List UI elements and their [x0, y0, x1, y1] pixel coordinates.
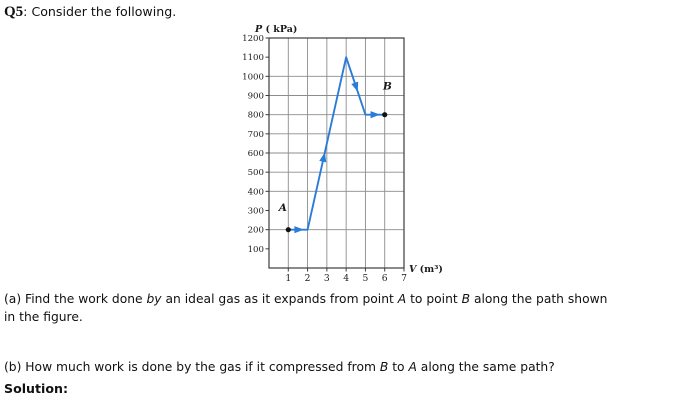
y-tick-label: 700 [247, 129, 264, 140]
question-a-text: to point [406, 292, 462, 306]
solution-label: Solution: [4, 381, 68, 396]
question-b [4, 359, 672, 377]
y-tick-label: 400 [247, 187, 264, 198]
point-marker-A [286, 227, 291, 232]
question-a-emphasis-by: by [146, 292, 162, 306]
x-axis-label: V (m³) [409, 264, 443, 275]
point-label-B: B [382, 80, 392, 93]
question-a [4, 291, 672, 326]
question-b-text: along the same path? [416, 360, 555, 374]
process-path [288, 57, 384, 230]
question-header [4, 4, 176, 21]
x-tick-label: 1 [285, 273, 292, 284]
question-separator: : [23, 4, 28, 19]
direction-arrow-icon [351, 82, 361, 93]
question-a-text: (a) Find the work done [4, 292, 147, 306]
y-tick-label: 600 [247, 149, 264, 159]
y-tick-label: 1100 [242, 53, 264, 64]
question-b-text: to [388, 360, 409, 374]
x-tick-label: 4 [343, 273, 350, 284]
y-tick-label: 100 [247, 244, 264, 255]
x-tick-label: 3 [323, 273, 330, 284]
point-label-A: A [278, 201, 287, 214]
direction-arrow-icon [371, 111, 381, 118]
question-a-text: along the path shown [470, 292, 608, 306]
pv-diagram [230, 18, 460, 298]
question-number: Q5 [4, 4, 24, 20]
question-header-text: Consider the following. [31, 4, 177, 19]
question-a-text-line2: in the figure. [4, 309, 83, 324]
y-tick-label: 800 [247, 110, 264, 121]
y-tick-label: 1000 [242, 72, 264, 83]
point-marker-B [382, 112, 387, 117]
point-b-reference: B [461, 292, 471, 306]
x-tick-label: 5 [362, 273, 369, 284]
y-tick-label: 900 [247, 91, 264, 102]
x-tick-label: 2 [304, 273, 311, 284]
question-a-text: an ideal gas as it expands from point [161, 292, 398, 306]
y-tick-label: 200 [247, 225, 264, 236]
point-b-reference: B [379, 360, 389, 374]
y-axis-label: P ( kPa) [255, 24, 298, 35]
point-a-reference: A [408, 360, 417, 374]
x-tick-label: 6 [381, 273, 388, 284]
direction-arrow-icon [294, 226, 304, 233]
y-tick-label: 500 [247, 168, 264, 179]
question-b-text: (b) How much work is done by the gas if it compressed from [4, 360, 380, 374]
y-tick-label: 1200 [242, 34, 264, 44]
x-tick-label: 7 [401, 273, 407, 284]
y-tick-label: 300 [247, 206, 264, 217]
point-a-reference: A [397, 292, 407, 306]
